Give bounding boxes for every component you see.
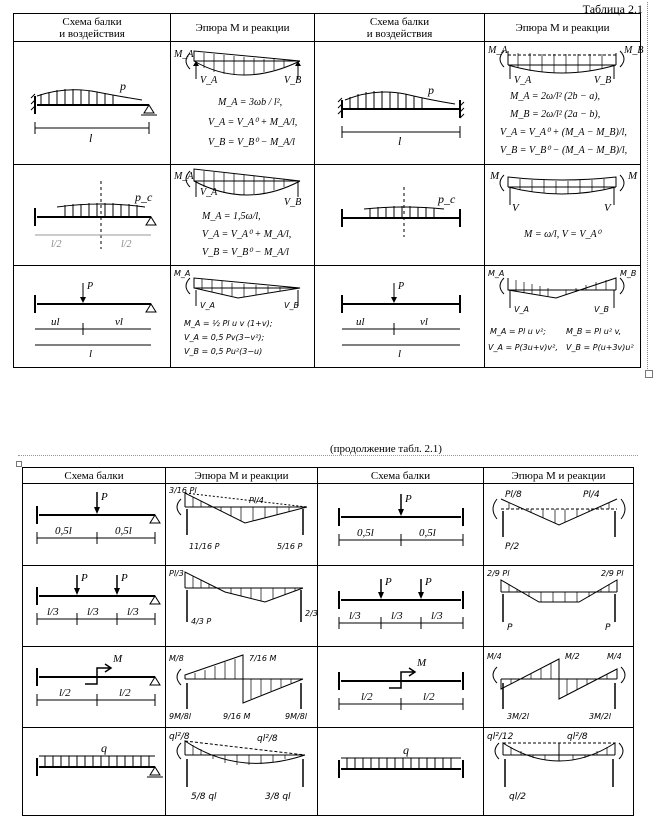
svg-text:V_B: V_B	[283, 300, 299, 310]
t2-r3-left-moment	[166, 647, 318, 728]
t1-r2-left-scheme	[14, 165, 171, 266]
svg-text:M: M	[416, 657, 426, 669]
svg-text:2/9 Pl: 2/9 Pl	[486, 569, 509, 578]
svg-text:M/8: M/8	[168, 654, 184, 663]
svg-text:p: p	[427, 83, 434, 97]
svg-text:4/3 P: 4/3 P	[190, 617, 211, 626]
moment-diagram	[486, 268, 640, 366]
svg-text:q: q	[402, 742, 409, 757]
svg-text:9/16 M: 9/16 M	[222, 712, 250, 721]
svg-text:5/16 P: 5/16 P	[276, 541, 302, 551]
svg-text:q: q	[101, 740, 107, 755]
svg-text:V: V	[511, 202, 519, 214]
svg-text:9M/8l: 9M/8l	[284, 712, 307, 721]
svg-text:l: l	[89, 347, 93, 360]
svg-text:l/2: l/2	[121, 239, 132, 250]
svg-text:l: l	[397, 347, 401, 360]
svg-text:P: P	[384, 576, 392, 588]
svg-text:V_B: V_B	[283, 197, 301, 208]
svg-text:ul: ul	[51, 315, 60, 328]
svg-text:M_A: M_A	[487, 268, 504, 278]
svg-text:P: P	[101, 490, 108, 503]
moment-diagram	[485, 485, 633, 565]
t2-r1-left-scheme	[23, 484, 166, 566]
t1-r1-left-scheme	[14, 42, 171, 165]
svg-text:l/3: l/3	[430, 610, 443, 622]
svg-text:V_B = 0,5 Pu²(3−u): V_B = 0,5 Pu²(3−u)	[183, 346, 262, 356]
svg-text:3M/2l: 3M/2l	[506, 712, 529, 721]
svg-text:V_B = P(u+3v)u²: V_B = P(u+3v)u²	[565, 342, 634, 352]
t2-r1-right-moment	[484, 484, 634, 566]
svg-text:M/4: M/4	[486, 652, 502, 661]
svg-text:ql²/8: ql²/8	[256, 733, 278, 744]
svg-text:M: M	[627, 170, 637, 182]
t1-r2-right-scheme	[315, 165, 485, 266]
svg-text:M/4: M/4	[606, 652, 622, 661]
svg-text:0,5l: 0,5l	[356, 526, 374, 539]
t1-r1-left-moment	[171, 42, 315, 165]
moment-diagram	[172, 268, 314, 366]
t2-r3-right-scheme	[318, 647, 484, 728]
svg-text:11/16 P: 11/16 P	[188, 541, 219, 551]
svg-text:l: l	[397, 134, 401, 148]
moment-diagram	[167, 729, 317, 815]
t2-r1-right-scheme	[318, 484, 484, 566]
svg-text:M_A = 3ωb / l²,: M_A = 3ωb / l²,	[217, 97, 282, 108]
beam-diagram	[17, 269, 167, 365]
svg-text:9M/8l: 9M/8l	[168, 712, 191, 721]
t1-r3-left-moment	[171, 266, 315, 368]
svg-text:ql²/12: ql²/12	[486, 731, 513, 742]
svg-text:P/2: P/2	[504, 541, 519, 552]
t2-r1-left-moment	[166, 484, 318, 566]
svg-text:vl: vl	[419, 315, 428, 328]
beam-diagram	[25, 486, 163, 564]
svg-text:V_A: V_A	[199, 75, 217, 86]
svg-text:M: M	[489, 170, 499, 182]
t2-header-moment-1: Эпюра M и реакции	[166, 468, 318, 484]
moment-diagram	[167, 647, 317, 727]
resize-handle[interactable]	[645, 370, 653, 378]
svg-text:3/8 ql: 3/8 ql	[264, 791, 291, 802]
svg-text:M_A: M_A	[173, 268, 190, 278]
svg-text:M_B: M_B	[619, 268, 636, 278]
t2-r3-left-scheme	[23, 647, 166, 728]
svg-text:V_A = V_A⁰ + M_A/l,: V_A = V_A⁰ + M_A/l,	[207, 117, 297, 128]
svg-text:5/8 ql: 5/8 ql	[190, 791, 217, 802]
svg-text:3/16 Pl: 3/16 Pl	[168, 485, 197, 495]
t1-r3-right-scheme	[315, 266, 485, 368]
t2-r3-right-moment	[484, 647, 634, 728]
svg-text:V_A = P(3u+v)v²,: V_A = P(3u+v)v²,	[487, 342, 558, 352]
header-moment-1: Эпюра M и реакции	[171, 14, 315, 42]
t2-r2-right-scheme	[318, 566, 484, 647]
svg-text:V_A: V_A	[513, 304, 529, 314]
svg-text:P: P	[397, 280, 404, 292]
t2-r2-left-moment	[166, 566, 318, 647]
svg-text:l/3: l/3	[390, 610, 403, 622]
beam-diagram	[321, 648, 481, 726]
svg-text:V_A: V_A	[199, 300, 215, 310]
svg-text:M_A = 2ω/l² (2b − a),: M_A = 2ω/l² (2b − a),	[509, 91, 600, 102]
moment-diagram	[485, 729, 633, 815]
t1-r2-right-moment	[485, 165, 641, 266]
svg-text:V_B = V_B⁰ − (M_A − M_B)/l,: V_B = V_B⁰ − (M_A − M_B)/l,	[499, 145, 627, 156]
beam-diagram	[320, 48, 480, 158]
svg-text:7/16 M: 7/16 M	[248, 654, 276, 663]
t1-r3-left-scheme	[14, 266, 171, 368]
svg-text:P: P	[404, 492, 412, 505]
svg-text:0,5l: 0,5l	[55, 524, 72, 537]
svg-text:M: M	[113, 653, 123, 665]
t1-r2-left-moment	[171, 165, 315, 266]
svg-text:P: P	[506, 623, 512, 633]
svg-text:V_B: V_B	[283, 75, 301, 86]
table-2-1	[13, 13, 641, 368]
svg-text:Pl/4: Pl/4	[248, 495, 264, 505]
moment-diagram	[167, 566, 317, 646]
svg-text:M/2: M/2	[564, 652, 580, 661]
svg-text:l/2: l/2	[59, 687, 71, 699]
svg-text:P: P	[81, 572, 88, 584]
svg-text:l/2: l/2	[360, 691, 373, 703]
svg-text:ql/2: ql/2	[508, 791, 526, 802]
moment-diagram	[486, 43, 643, 163]
svg-text:l/3: l/3	[348, 610, 361, 622]
moment-diagram	[172, 165, 314, 265]
beam-diagram	[25, 732, 163, 812]
svg-text:0,5l: 0,5l	[115, 524, 132, 537]
svg-text:V_B = V_B⁰ − M_A/l: V_B = V_B⁰ − M_A/l	[201, 247, 289, 258]
beam-diagram	[320, 167, 480, 263]
beam-diagram	[321, 732, 481, 812]
header-moment-2: Эпюра M и реакции	[485, 14, 641, 42]
svg-text:Pl/3: Pl/3	[168, 569, 184, 578]
beam-diagram	[17, 167, 167, 263]
t2-r4-right-scheme	[318, 728, 484, 816]
svg-text:P: P	[604, 623, 610, 633]
svg-text:V_B = V_B⁰ − M_A/l: V_B = V_B⁰ − M_A/l	[207, 137, 295, 148]
svg-text:0,5l: 0,5l	[418, 526, 436, 539]
moment-diagram	[167, 485, 317, 565]
svg-text:M_A: M_A	[173, 49, 193, 60]
svg-text:M_A: M_A	[173, 171, 193, 182]
section-separator	[18, 455, 638, 456]
svg-text:V_A = V_A⁰ + M_A/l,: V_A = V_A⁰ + M_A/l,	[201, 229, 291, 240]
t1-r1-right-scheme	[315, 42, 485, 165]
svg-text:M_B = 2ω/l² (2a − b),: M_B = 2ω/l² (2a − b),	[509, 109, 600, 120]
t2-r2-left-scheme	[23, 566, 166, 647]
svg-text:M_A = Pl u v²;: M_A = Pl u v²;	[489, 326, 546, 336]
svg-text:ql²/8: ql²/8	[566, 731, 588, 742]
svg-text:V: V	[603, 202, 611, 214]
svg-text:2/9 Pl: 2/9 Pl	[600, 569, 623, 578]
moment-diagram	[172, 43, 314, 163]
t2-r4-left-moment	[166, 728, 318, 816]
continuation-caption: (продолжение табл. 2.1)	[330, 443, 442, 455]
svg-text:V_A: V_A	[199, 187, 217, 198]
svg-text:P: P	[424, 576, 432, 588]
t2-r2-right-moment	[484, 566, 634, 647]
load-label: p	[120, 79, 126, 93]
svg-text:V_A: V_A	[513, 75, 531, 86]
svg-text:l/3: l/3	[87, 606, 99, 618]
t1-r3-right-moment	[485, 266, 641, 368]
t1-r1-right-moment	[485, 42, 641, 165]
t2-r4-right-moment	[484, 728, 634, 816]
beam-diagram	[17, 48, 167, 158]
svg-text:p_c: p_c	[135, 190, 153, 204]
svg-text:Pl/8: Pl/8	[504, 489, 522, 500]
header-scheme-2: Схема балки и воздействия	[315, 14, 485, 42]
svg-text:V_A = 0,5 Pv(3−v²);: V_A = 0,5 Pv(3−v²);	[183, 332, 264, 342]
table-caption: Таблица 2.1	[582, 2, 643, 16]
moment-diagram	[486, 165, 640, 265]
beam-diagram	[320, 269, 480, 365]
t2-header-moment-2: Эпюра M и реакции	[484, 468, 634, 484]
svg-text:l/3: l/3	[127, 606, 139, 618]
svg-text:M_A: M_A	[487, 45, 507, 56]
moment-diagram	[485, 647, 633, 727]
beam-diagram	[25, 648, 163, 726]
svg-text:2/3: 2/3	[304, 609, 318, 618]
table-2-1-continued	[22, 467, 634, 816]
svg-text:M_B: M_B	[623, 45, 643, 56]
svg-text:3M/2l: 3M/2l	[588, 712, 611, 721]
svg-text:ql²/8: ql²/8	[168, 731, 190, 742]
beam-diagram	[321, 567, 481, 645]
svg-text:M_A = 1,5ω/l,: M_A = 1,5ω/l,	[201, 211, 261, 222]
svg-text:ul: ul	[355, 315, 365, 328]
svg-text:V_A = V_A⁰ + (M_A − M_B)/l,: V_A = V_A⁰ + (M_A − M_B)/l,	[499, 127, 627, 138]
svg-text:Pl/4: Pl/4	[582, 489, 600, 500]
svg-text:M_B = Pl u² v,: M_B = Pl u² v,	[565, 326, 621, 336]
svg-text:l/2: l/2	[422, 691, 435, 703]
moment-diagram	[485, 566, 633, 646]
svg-text:P: P	[121, 572, 128, 584]
svg-text:M_A = ½ Pl u v (1+v);: M_A = ½ Pl u v (1+v);	[183, 318, 272, 328]
svg-text:l/2: l/2	[119, 687, 131, 699]
svg-text:P: P	[87, 280, 94, 292]
t2-header-scheme-1: Схема балки	[23, 468, 166, 484]
svg-text:p_c: p_c	[437, 192, 455, 206]
t2-r4-left-scheme	[23, 728, 166, 816]
svg-text:l/3: l/3	[47, 606, 59, 618]
beam-diagram	[25, 567, 163, 645]
svg-text:V_B: V_B	[593, 75, 611, 86]
beam-diagram	[321, 486, 481, 564]
svg-text:l/2: l/2	[51, 239, 62, 250]
svg-text:M = ω/l, V = V_A⁰: M = ω/l, V = V_A⁰	[523, 229, 601, 240]
svg-text:vl: vl	[115, 315, 123, 328]
t2-header-scheme-2: Схема балки	[318, 468, 484, 484]
span-label: l	[89, 131, 93, 145]
svg-text:V_B: V_B	[593, 304, 609, 314]
header-scheme-1: Схема балки и воздействия	[14, 14, 171, 42]
